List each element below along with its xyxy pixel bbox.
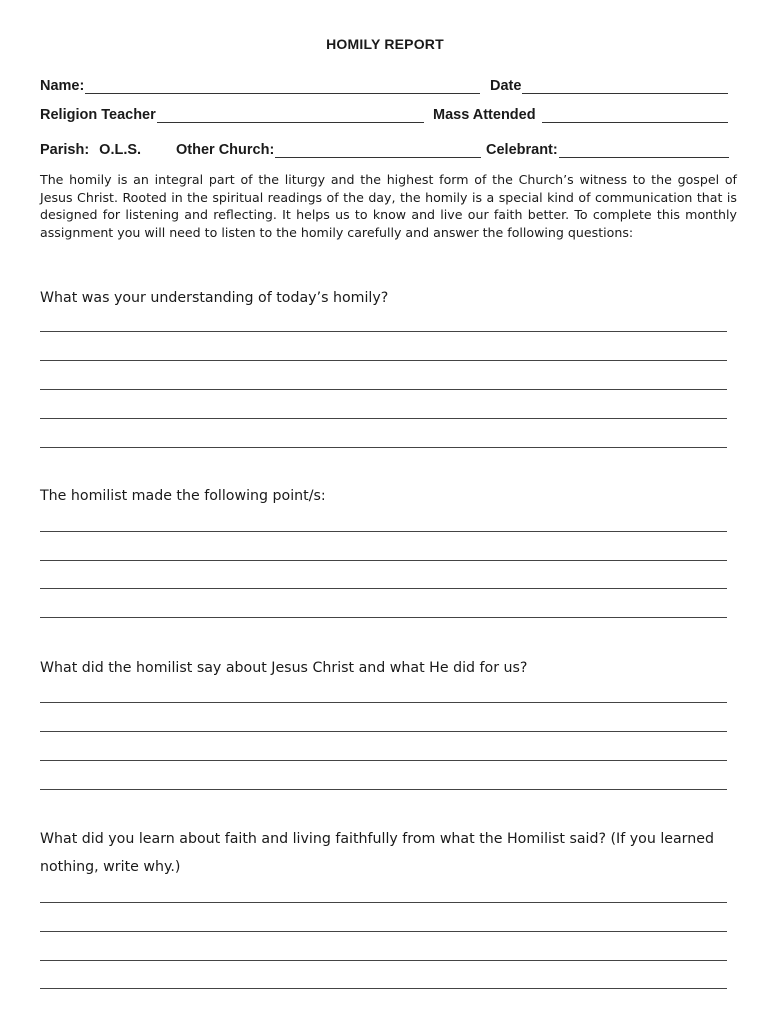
religion-teacher-label: Religion Teacher: [40, 107, 156, 123]
mass-attended-field[interactable]: [433, 103, 728, 123]
answer-line[interactable]: [40, 617, 727, 618]
name-blank-line[interactable]: [85, 78, 480, 94]
answer-line[interactable]: [40, 702, 727, 703]
intro-paragraph: The homily is an integral part of the liturgy and the highest form of the Church’s witness to the gospel of Jesus Christ. Rooted in the spiritual readings of the day, the homily is a special kind of communication that is designed for listening and reflecting. It helps us to know and live our faith better. To complete this monthly assignment you will need to listen to the homily carefully and answer the following questions:: [40, 172, 737, 240]
answer-line[interactable]: [40, 731, 727, 732]
other-church-field[interactable]: [176, 138, 481, 158]
answer-line[interactable]: [40, 331, 727, 332]
other-church-label: Other Church:: [176, 142, 275, 158]
question-1: What was your understanding of today’s homily?: [40, 290, 389, 306]
answer-line[interactable]: [40, 447, 727, 448]
name-field[interactable]: [40, 74, 480, 94]
answer-line[interactable]: [40, 389, 727, 390]
answer-line[interactable]: [40, 588, 727, 589]
other-church-blank-line[interactable]: [275, 142, 481, 158]
parish-field: [40, 138, 160, 158]
answer-line[interactable]: [40, 931, 727, 932]
answer-line[interactable]: [40, 531, 727, 532]
name-date-row: [40, 74, 730, 94]
parish-label: Parish:: [40, 142, 90, 158]
parish-value: O.L.S.: [99, 142, 142, 158]
celebrant-blank-line[interactable]: [559, 142, 729, 158]
date-blank-line[interactable]: [522, 78, 728, 94]
religion-teacher-blank-line[interactable]: [157, 107, 424, 123]
date-field[interactable]: [490, 74, 728, 94]
answer-line[interactable]: [40, 360, 727, 361]
teacher-mass-row: [40, 103, 730, 123]
answer-line[interactable]: [40, 418, 727, 419]
date-label: Date: [490, 78, 522, 94]
celebrant-field[interactable]: [486, 138, 729, 158]
parish-row: [40, 138, 730, 158]
mass-attended-label: Mass Attended: [433, 107, 536, 123]
name-label: Name:: [40, 78, 85, 94]
answer-line[interactable]: [40, 988, 727, 989]
answer-line[interactable]: [40, 960, 727, 961]
question-2: The homilist made the following point/s:: [40, 488, 326, 504]
answer-line[interactable]: [40, 560, 727, 561]
question-4: What did you learn about faith and living faithfully from what the Homilist said? (If you learned nothing, write why.): [40, 831, 714, 875]
page-title: HOMILY REPORT: [326, 36, 444, 52]
answer-line[interactable]: [40, 902, 727, 903]
question-3: What did the homilist say about Jesus Christ and what He did for us?: [40, 660, 528, 676]
celebrant-label: Celebrant:: [486, 142, 558, 158]
answer-line[interactable]: [40, 789, 727, 790]
mass-attended-blank-line[interactable]: [542, 107, 728, 123]
answer-line[interactable]: [40, 760, 727, 761]
religion-teacher-field[interactable]: [40, 103, 424, 123]
